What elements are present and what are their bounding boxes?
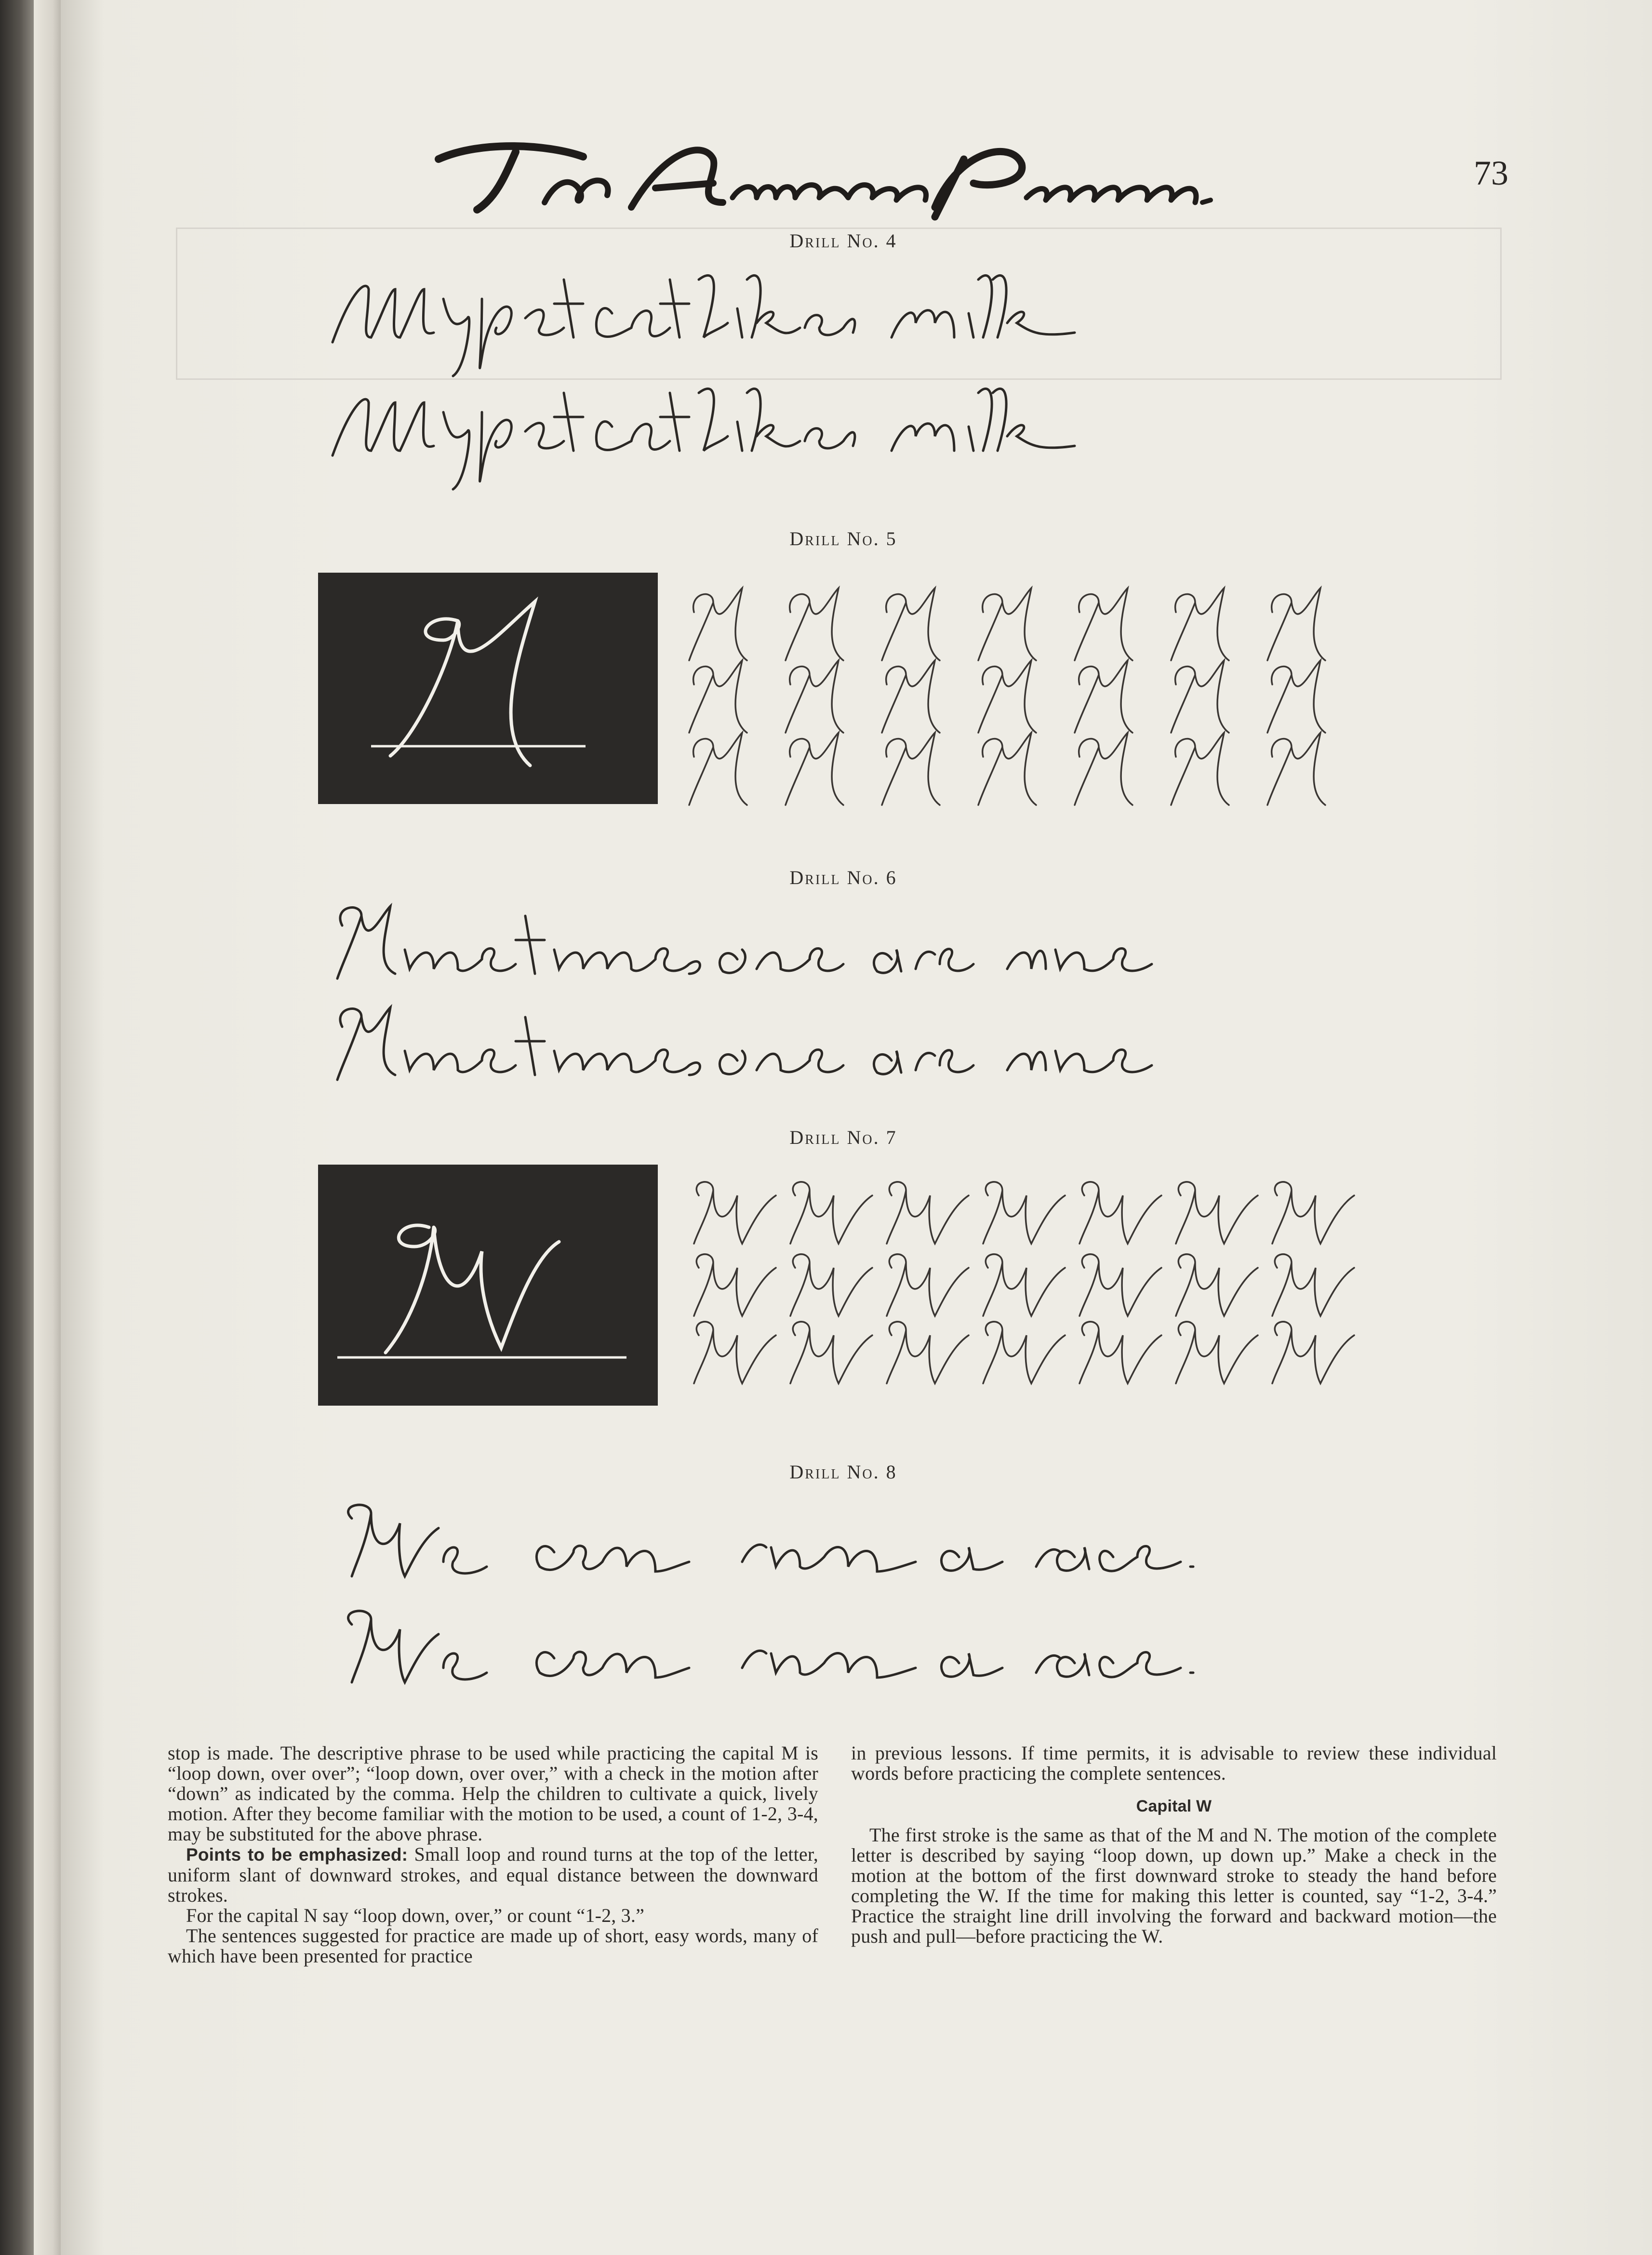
capital-w-heading: Capital W <box>1136 1797 1212 1815</box>
drill-7-label: Drill No. 7 <box>789 1127 897 1148</box>
drill-6-script-line-1 <box>323 897 1359 993</box>
drill-4-script-line-1-drawing <box>323 260 1359 357</box>
left-paragraph-2-body: Small loop and round turns at the top of the letter, uniform slant of downward strokes, and equal distance between the downward strokes. <box>168 1843 818 1906</box>
right-paragraph-1: in previous lessons. If time permits, it is advisable to review these individual words before practicing the complete sentences. <box>851 1742 1497 1784</box>
right-paragraph-2: The first stroke is the same as that of the M and N. The motion of the complete letter is described by saying “loop down, up down up.” Make a check in the motion at the bottom of the first downward stroke to steady the hand before completing the W. If the time for making this letter is counted, say “1-2, 3-4.” Practice the straight line drill involving the forward and backward motion—the push and pull—before practicing the W. <box>851 1824 1497 1947</box>
facing-page-edge <box>34 0 61 2255</box>
left-paragraph-4: The sentences suggested for practice are made up of short, easy words, many of which have been presented for practice <box>168 1925 818 1967</box>
drill-6-script-line-1-drawing <box>323 897 1359 993</box>
drill-4-script-line-2-drawing <box>323 371 1359 472</box>
drill-8-script-line-1-drawing <box>323 1490 1359 1600</box>
drill-6-script-line-2-drawing <box>323 998 1359 1094</box>
drill-4-label: Drill No. 4 <box>789 230 897 252</box>
left-text-column <box>168 1743 818 1966</box>
drill-5-practice-grid <box>684 578 1383 819</box>
drill-5-practice-letters <box>684 578 1383 819</box>
drill-4-script-line-1 <box>323 260 1359 357</box>
drill-5-plate <box>318 573 658 804</box>
left-paragraph-3: For the capital N say “loop down, over,” or count “1-2, 3.” <box>186 1905 645 1926</box>
drill-8-label: Drill No. 8 <box>789 1461 897 1483</box>
emphasis-lead: Points to be emphasized: <box>186 1845 408 1865</box>
drill-8-script-line-2 <box>323 1596 1359 1706</box>
right-text-column <box>851 1743 1497 1946</box>
plate-letter-n <box>318 573 658 804</box>
drill-7-plate <box>318 1165 658 1406</box>
drill-6-script-line-2 <box>323 998 1359 1094</box>
masthead-logo <box>424 130 1229 222</box>
drill-7-practice-letters <box>684 1167 1383 1398</box>
drill-5-label: Drill No. 5 <box>789 528 897 550</box>
page-number: 73 <box>1474 154 1508 192</box>
plate-letter-w <box>318 1165 658 1406</box>
drill-7-practice-grid <box>684 1167 1383 1398</box>
drill-8-script-line-1 <box>323 1490 1359 1600</box>
left-paragraph-2 <box>168 1844 818 1906</box>
drill-8-script-line-2-drawing <box>323 1596 1359 1706</box>
left-paragraph-1: stop is made. The descriptive phrase to be used while practicing the capital M is “loop down, over over”; “loop down, over over,” with a check in the motion after “down” as indicated by the comma. Help the children to cultivate a quick, lively motion. After they become familiar with the motion to be used, a count of 1-2, 3-4, may be substituted for the above phrase. <box>168 1742 818 1845</box>
book-gutter-shadow <box>0 0 34 2255</box>
drill-4-script-line-2 <box>323 371 1359 472</box>
drill-6-label: Drill No. 6 <box>789 867 897 888</box>
